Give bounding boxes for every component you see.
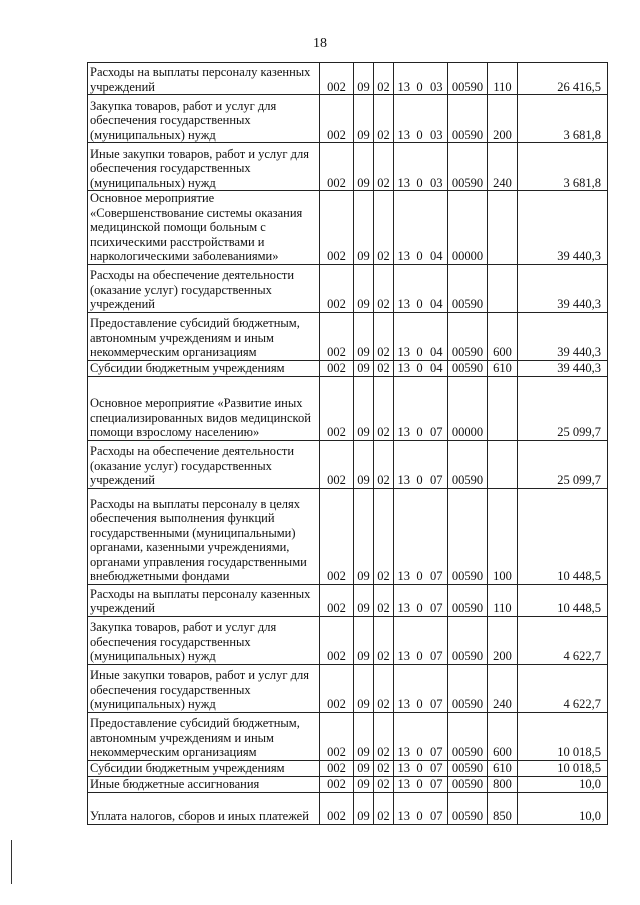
- cell-p: 13: [394, 360, 414, 376]
- cell-rz: 09: [354, 712, 374, 760]
- cell-m: 0: [414, 376, 426, 440]
- cell-pr: 02: [374, 312, 394, 360]
- cell-code: 00590: [448, 664, 488, 712]
- cell-vr: 600: [488, 712, 518, 760]
- cell-code: 00000: [448, 376, 488, 440]
- cell-p: 13: [394, 776, 414, 792]
- budget-table: [87, 62, 608, 825]
- cell-vr: 800: [488, 776, 518, 792]
- cell-m: 0: [414, 143, 426, 191]
- cell-m: 0: [414, 95, 426, 143]
- cell-rz: 09: [354, 488, 374, 584]
- table-row: [88, 191, 608, 265]
- cell-n: 04: [426, 312, 448, 360]
- cell-p: 13: [394, 312, 414, 360]
- cell-pr: 02: [374, 616, 394, 664]
- cell-p: 13: [394, 664, 414, 712]
- cell-pr: 02: [374, 664, 394, 712]
- cell-pr: 02: [374, 95, 394, 143]
- cell-grbs: 002: [320, 376, 354, 440]
- cell-sum: 39 440,3: [518, 264, 608, 312]
- cell-pr: 02: [374, 63, 394, 95]
- cell-p: 13: [394, 143, 414, 191]
- cell-pr: 02: [374, 360, 394, 376]
- cell-grbs: 002: [320, 712, 354, 760]
- cell-name: Расходы на выплаты персоналу казенных учреждений: [88, 63, 320, 95]
- cell-pr: 02: [374, 488, 394, 584]
- cell-grbs: 002: [320, 360, 354, 376]
- cell-vr: [488, 264, 518, 312]
- cell-grbs: 002: [320, 584, 354, 616]
- cell-code: 00590: [448, 143, 488, 191]
- cell-p: 13: [394, 584, 414, 616]
- cell-sum: 10 018,5: [518, 712, 608, 760]
- cell-vr: [488, 191, 518, 265]
- cell-rz: 09: [354, 191, 374, 265]
- cell-sum: 26 416,5: [518, 63, 608, 95]
- cell-n: 07: [426, 488, 448, 584]
- cell-grbs: 002: [320, 95, 354, 143]
- cell-m: 0: [414, 584, 426, 616]
- cell-n: 03: [426, 143, 448, 191]
- cell-pr: 02: [374, 143, 394, 191]
- cell-rz: 09: [354, 616, 374, 664]
- page-number: 18: [313, 36, 327, 51]
- cell-code: 00590: [448, 776, 488, 792]
- cell-grbs: 002: [320, 312, 354, 360]
- cell-vr: 610: [488, 760, 518, 776]
- cell-sum: 39 440,3: [518, 312, 608, 360]
- cell-name: Расходы на обеспечение деятельности (оказание услуг) государственных учреждений: [88, 440, 320, 488]
- cell-code: 00590: [448, 488, 488, 584]
- cell-rz: 09: [354, 664, 374, 712]
- cell-p: 13: [394, 264, 414, 312]
- cell-grbs: 002: [320, 63, 354, 95]
- cell-grbs: 002: [320, 616, 354, 664]
- cell-pr: 02: [374, 264, 394, 312]
- cell-rz: 09: [354, 63, 374, 95]
- cell-grbs: 002: [320, 264, 354, 312]
- cell-m: 0: [414, 360, 426, 376]
- cell-grbs: 002: [320, 760, 354, 776]
- cell-p: 13: [394, 616, 414, 664]
- cell-n: 04: [426, 191, 448, 265]
- cell-sum: 10,0: [518, 776, 608, 792]
- table-row: [88, 143, 608, 191]
- table-row: [88, 712, 608, 760]
- cell-pr: 02: [374, 792, 394, 824]
- cell-pr: 02: [374, 776, 394, 792]
- cell-pr: 02: [374, 191, 394, 265]
- cell-code: 00590: [448, 792, 488, 824]
- cell-rz: 09: [354, 312, 374, 360]
- cell-grbs: 002: [320, 776, 354, 792]
- cell-n: 07: [426, 712, 448, 760]
- cell-rz: 09: [354, 440, 374, 488]
- cell-vr: 610: [488, 360, 518, 376]
- cell-code: 00590: [448, 440, 488, 488]
- cell-vr: 240: [488, 664, 518, 712]
- table-row: [88, 312, 608, 360]
- cell-grbs: 002: [320, 488, 354, 584]
- cell-name: Основное мероприятие «Совершенствование системы оказания медицинской помощи больным с психическими расстройствами и наркологическими заболеваниями»: [88, 191, 320, 265]
- table-row: [88, 664, 608, 712]
- cell-n: 07: [426, 616, 448, 664]
- cell-grbs: 002: [320, 792, 354, 824]
- cell-vr: 110: [488, 584, 518, 616]
- cell-m: 0: [414, 616, 426, 664]
- table-row: [88, 616, 608, 664]
- cell-pr: 02: [374, 376, 394, 440]
- table-row: [88, 376, 608, 440]
- cell-n: 07: [426, 440, 448, 488]
- cell-n: 07: [426, 376, 448, 440]
- cell-code: 00000: [448, 191, 488, 265]
- cell-m: 0: [414, 191, 426, 265]
- cell-sum: 10 448,5: [518, 584, 608, 616]
- cell-sum: 10 448,5: [518, 488, 608, 584]
- cell-pr: 02: [374, 760, 394, 776]
- table-row: [88, 488, 608, 584]
- cell-grbs: 002: [320, 440, 354, 488]
- cell-grbs: 002: [320, 664, 354, 712]
- cell-name: Предоставление субсидий бюджетным, автономным учреждениям и иным некоммерческим организациям: [88, 312, 320, 360]
- cell-m: 0: [414, 264, 426, 312]
- cell-name: Расходы на обеспечение деятельности (оказание услуг) государственных учреждений: [88, 264, 320, 312]
- cell-sum: 25 099,7: [518, 440, 608, 488]
- cell-p: 13: [394, 191, 414, 265]
- cell-code: 00590: [448, 63, 488, 95]
- cell-rz: 09: [354, 143, 374, 191]
- cell-rz: 09: [354, 376, 374, 440]
- cell-p: 13: [394, 488, 414, 584]
- cell-pr: 02: [374, 440, 394, 488]
- cell-sum: 3 681,8: [518, 143, 608, 191]
- cell-m: 0: [414, 792, 426, 824]
- cell-rz: 09: [354, 760, 374, 776]
- cell-m: 0: [414, 440, 426, 488]
- cell-name: Основное мероприятие «Развитие иных специализированных видов медицинской помощи взрослому населению»: [88, 376, 320, 440]
- cell-n: 04: [426, 264, 448, 312]
- cell-vr: 240: [488, 143, 518, 191]
- cell-name: Расходы на выплаты персоналу в целях обеспечения выполнения функций государственными (муниципальными) органами, казенными учреждениями, органами управления государственными внебюджетными фондами: [88, 488, 320, 584]
- cell-name: Закупка товаров, работ и услуг для обеспечения государственных (муниципальных) нужд: [88, 95, 320, 143]
- cell-vr: 110: [488, 63, 518, 95]
- cell-m: 0: [414, 63, 426, 95]
- table-row: [88, 95, 608, 143]
- cell-code: 00590: [448, 712, 488, 760]
- cell-p: 13: [394, 440, 414, 488]
- cell-name: Иные закупки товаров, работ и услуг для обеспечения государственных (муниципальных) нужд: [88, 664, 320, 712]
- cell-rz: 09: [354, 95, 374, 143]
- cell-vr: 600: [488, 312, 518, 360]
- cell-sum: 10,0: [518, 792, 608, 824]
- cell-p: 13: [394, 792, 414, 824]
- table-row: [88, 63, 608, 95]
- table-body: [88, 63, 608, 825]
- cell-n: 07: [426, 792, 448, 824]
- cell-p: 13: [394, 95, 414, 143]
- table-row: [88, 760, 608, 776]
- cell-name: Субсидии бюджетным учреждениям: [88, 360, 320, 376]
- cell-p: 13: [394, 760, 414, 776]
- cell-m: 0: [414, 664, 426, 712]
- table-row: [88, 776, 608, 792]
- table-row: [88, 440, 608, 488]
- cell-code: 00590: [448, 760, 488, 776]
- cell-vr: 100: [488, 488, 518, 584]
- cell-sum: 39 440,3: [518, 360, 608, 376]
- cell-vr: 200: [488, 616, 518, 664]
- cell-grbs: 002: [320, 143, 354, 191]
- cell-name: Закупка товаров, работ и услуг для обеспечения государственных (муниципальных) нужд: [88, 616, 320, 664]
- cell-n: 03: [426, 95, 448, 143]
- cell-p: 13: [394, 63, 414, 95]
- cell-p: 13: [394, 712, 414, 760]
- cell-rz: 09: [354, 584, 374, 616]
- cell-vr: [488, 376, 518, 440]
- cell-n: 03: [426, 63, 448, 95]
- cell-sum: 25 099,7: [518, 376, 608, 440]
- cell-code: 00590: [448, 312, 488, 360]
- cell-m: 0: [414, 760, 426, 776]
- cell-code: 00590: [448, 264, 488, 312]
- cell-sum: 4 622,7: [518, 616, 608, 664]
- cell-n: 04: [426, 360, 448, 376]
- cell-sum: 4 622,7: [518, 664, 608, 712]
- cell-name: Иные закупки товаров, работ и услуг для обеспечения государственных (муниципальных) нужд: [88, 143, 320, 191]
- cell-code: 00590: [448, 95, 488, 143]
- table-row: [88, 584, 608, 616]
- cell-sum: 10 018,5: [518, 760, 608, 776]
- cell-m: 0: [414, 712, 426, 760]
- cell-name: Уплата налогов, сборов и иных платежей: [88, 792, 320, 824]
- cell-vr: [488, 440, 518, 488]
- cell-code: 00590: [448, 616, 488, 664]
- cell-name: Предоставление субсидий бюджетным, автономным учреждениям и иным некоммерческим организациям: [88, 712, 320, 760]
- cell-rz: 09: [354, 792, 374, 824]
- cell-p: 13: [394, 376, 414, 440]
- cell-n: 07: [426, 776, 448, 792]
- cell-m: 0: [414, 776, 426, 792]
- cell-vr: 850: [488, 792, 518, 824]
- cell-rz: 09: [354, 264, 374, 312]
- cell-name: Иные бюджетные ассигнования: [88, 776, 320, 792]
- cell-m: 0: [414, 488, 426, 584]
- table-row: [88, 360, 608, 376]
- cell-rz: 09: [354, 776, 374, 792]
- cell-sum: 3 681,8: [518, 95, 608, 143]
- table-row: [88, 264, 608, 312]
- cell-name: Субсидии бюджетным учреждениям: [88, 760, 320, 776]
- cell-sum: 39 440,3: [518, 191, 608, 265]
- table-row: [88, 792, 608, 824]
- cell-vr: 200: [488, 95, 518, 143]
- cell-grbs: 002: [320, 191, 354, 265]
- cell-pr: 02: [374, 584, 394, 616]
- cell-pr: 02: [374, 712, 394, 760]
- margin-line: [11, 840, 12, 884]
- cell-n: 07: [426, 760, 448, 776]
- cell-rz: 09: [354, 360, 374, 376]
- cell-code: 00590: [448, 360, 488, 376]
- cell-code: 00590: [448, 584, 488, 616]
- cell-name: Расходы на выплаты персоналу казенных учреждений: [88, 584, 320, 616]
- cell-n: 07: [426, 664, 448, 712]
- cell-n: 07: [426, 584, 448, 616]
- cell-m: 0: [414, 312, 426, 360]
